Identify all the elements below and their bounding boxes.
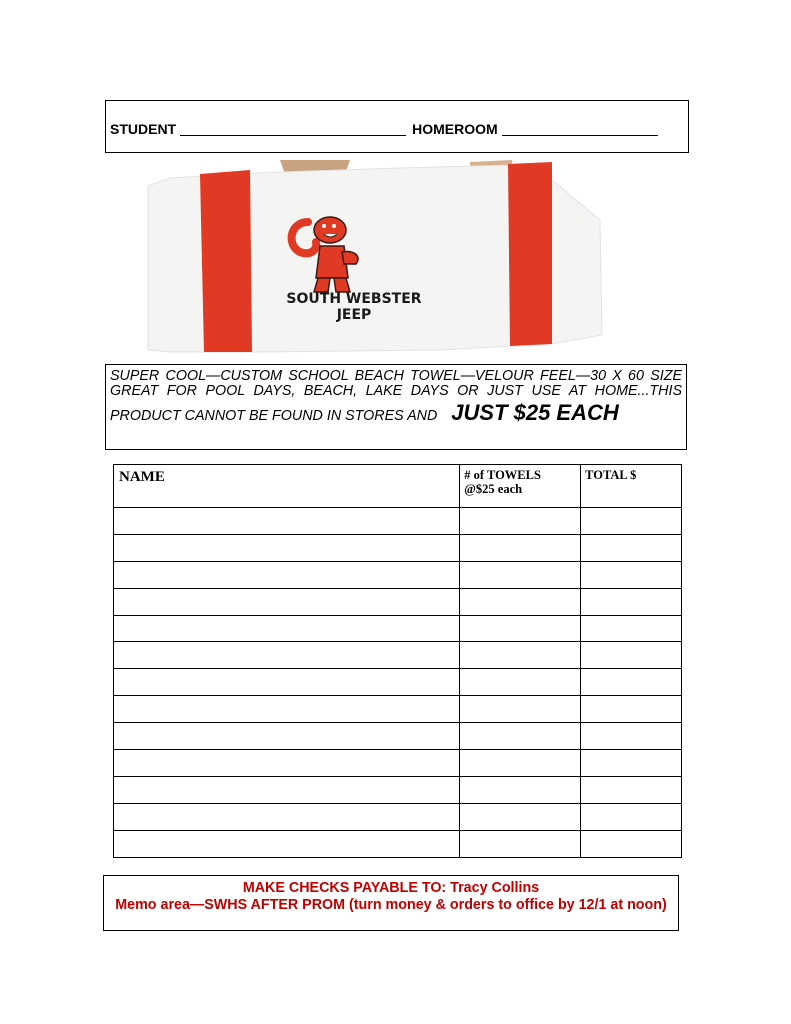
total-cell[interactable] [581, 723, 682, 750]
order-table-body [114, 508, 682, 858]
homeroom-label: HOMEROOM [412, 121, 498, 137]
total-cell[interactable] [581, 669, 682, 696]
order-table [113, 464, 682, 858]
total-cell[interactable] [581, 561, 682, 588]
towels-cell[interactable] [460, 696, 581, 723]
student-line [110, 121, 664, 137]
price-callout: JUST $25 EACH [451, 400, 619, 425]
name-cell[interactable] [114, 696, 460, 723]
towels-cell[interactable] [460, 669, 581, 696]
towels-cell[interactable] [460, 615, 581, 642]
total-cell[interactable] [581, 534, 682, 561]
table-row [114, 508, 682, 535]
name-cell[interactable] [114, 508, 460, 535]
payment-line-1: MAKE CHECKS PAYABLE TO: Tracy Collins [242, 880, 540, 896]
payment-info-box [103, 875, 679, 931]
table-row [114, 615, 682, 642]
towel-logo-text-2: JEEP [336, 307, 372, 323]
student-name-blank[interactable] [180, 121, 406, 136]
table-row [114, 588, 682, 615]
name-cell[interactable] [114, 776, 460, 803]
description-line-2: GREAT FOR POOL DAYS, BEACH, LAKE DAYS OR JUST USE AT HOME...THIS [110, 383, 682, 399]
description-line-1: SUPER COOL—CUSTOM SCHOOL BEACH TOWEL—VELOUR FEEL—30 X 60 SIZE [110, 368, 682, 384]
name-cell[interactable] [114, 642, 460, 669]
homeroom-blank[interactable] [502, 121, 658, 136]
name-cell[interactable] [114, 588, 460, 615]
name-cell[interactable] [114, 534, 460, 561]
payment-line-2: Memo area—SWHS AFTER PROM (turn money & orders to office by 12/1 at noon) [115, 897, 667, 913]
table-row [114, 561, 682, 588]
towels-cell[interactable] [460, 508, 581, 535]
towels-cell[interactable] [460, 723, 581, 750]
towels-cell[interactable] [460, 642, 581, 669]
name-cell[interactable] [114, 830, 460, 857]
description-line-3-text: PRODUCT CANNOT BE FOUND IN STORES AND [110, 408, 438, 424]
towels-cell[interactable] [460, 534, 581, 561]
table-row [114, 830, 682, 857]
table-row [114, 669, 682, 696]
towels-cell[interactable] [460, 776, 581, 803]
total-cell[interactable] [581, 750, 682, 777]
col-total-header: TOTAL $ [581, 465, 682, 508]
total-cell[interactable] [581, 508, 682, 535]
towels-cell[interactable] [460, 830, 581, 857]
description-line-3 [110, 400, 682, 426]
total-cell[interactable] [581, 642, 682, 669]
towels-cell[interactable] [460, 750, 581, 777]
name-cell[interactable] [114, 803, 460, 830]
col-towels-header [460, 465, 581, 508]
description-box [105, 364, 687, 450]
col-name-header: NAME [114, 465, 460, 508]
towels-cell[interactable] [460, 561, 581, 588]
table-row [114, 696, 682, 723]
towel-stripe-right [508, 162, 552, 346]
total-cell[interactable] [581, 615, 682, 642]
student-info-box [105, 100, 689, 153]
total-cell[interactable] [581, 776, 682, 803]
table-row [114, 803, 682, 830]
student-label: STUDENT [110, 121, 177, 137]
towel-photo [140, 160, 610, 355]
towel-logo-text-1: SOUTH WEBSTER [286, 291, 422, 307]
total-cell[interactable] [581, 696, 682, 723]
order-table-header [114, 465, 682, 508]
name-cell[interactable] [114, 615, 460, 642]
table-row [114, 750, 682, 777]
col-towels-header-line1: # of TOWELS [464, 468, 541, 482]
name-cell[interactable] [114, 723, 460, 750]
table-row [114, 776, 682, 803]
col-towels-header-line2: @$25 each [464, 482, 523, 496]
towels-cell[interactable] [460, 803, 581, 830]
name-cell[interactable] [114, 561, 460, 588]
name-cell[interactable] [114, 669, 460, 696]
total-cell[interactable] [581, 803, 682, 830]
name-cell[interactable] [114, 750, 460, 777]
table-row [114, 534, 682, 561]
towel-stripe-left [200, 170, 252, 352]
table-row [114, 642, 682, 669]
table-row [114, 723, 682, 750]
towels-cell[interactable] [460, 588, 581, 615]
total-cell[interactable] [581, 588, 682, 615]
total-cell[interactable] [581, 830, 682, 857]
